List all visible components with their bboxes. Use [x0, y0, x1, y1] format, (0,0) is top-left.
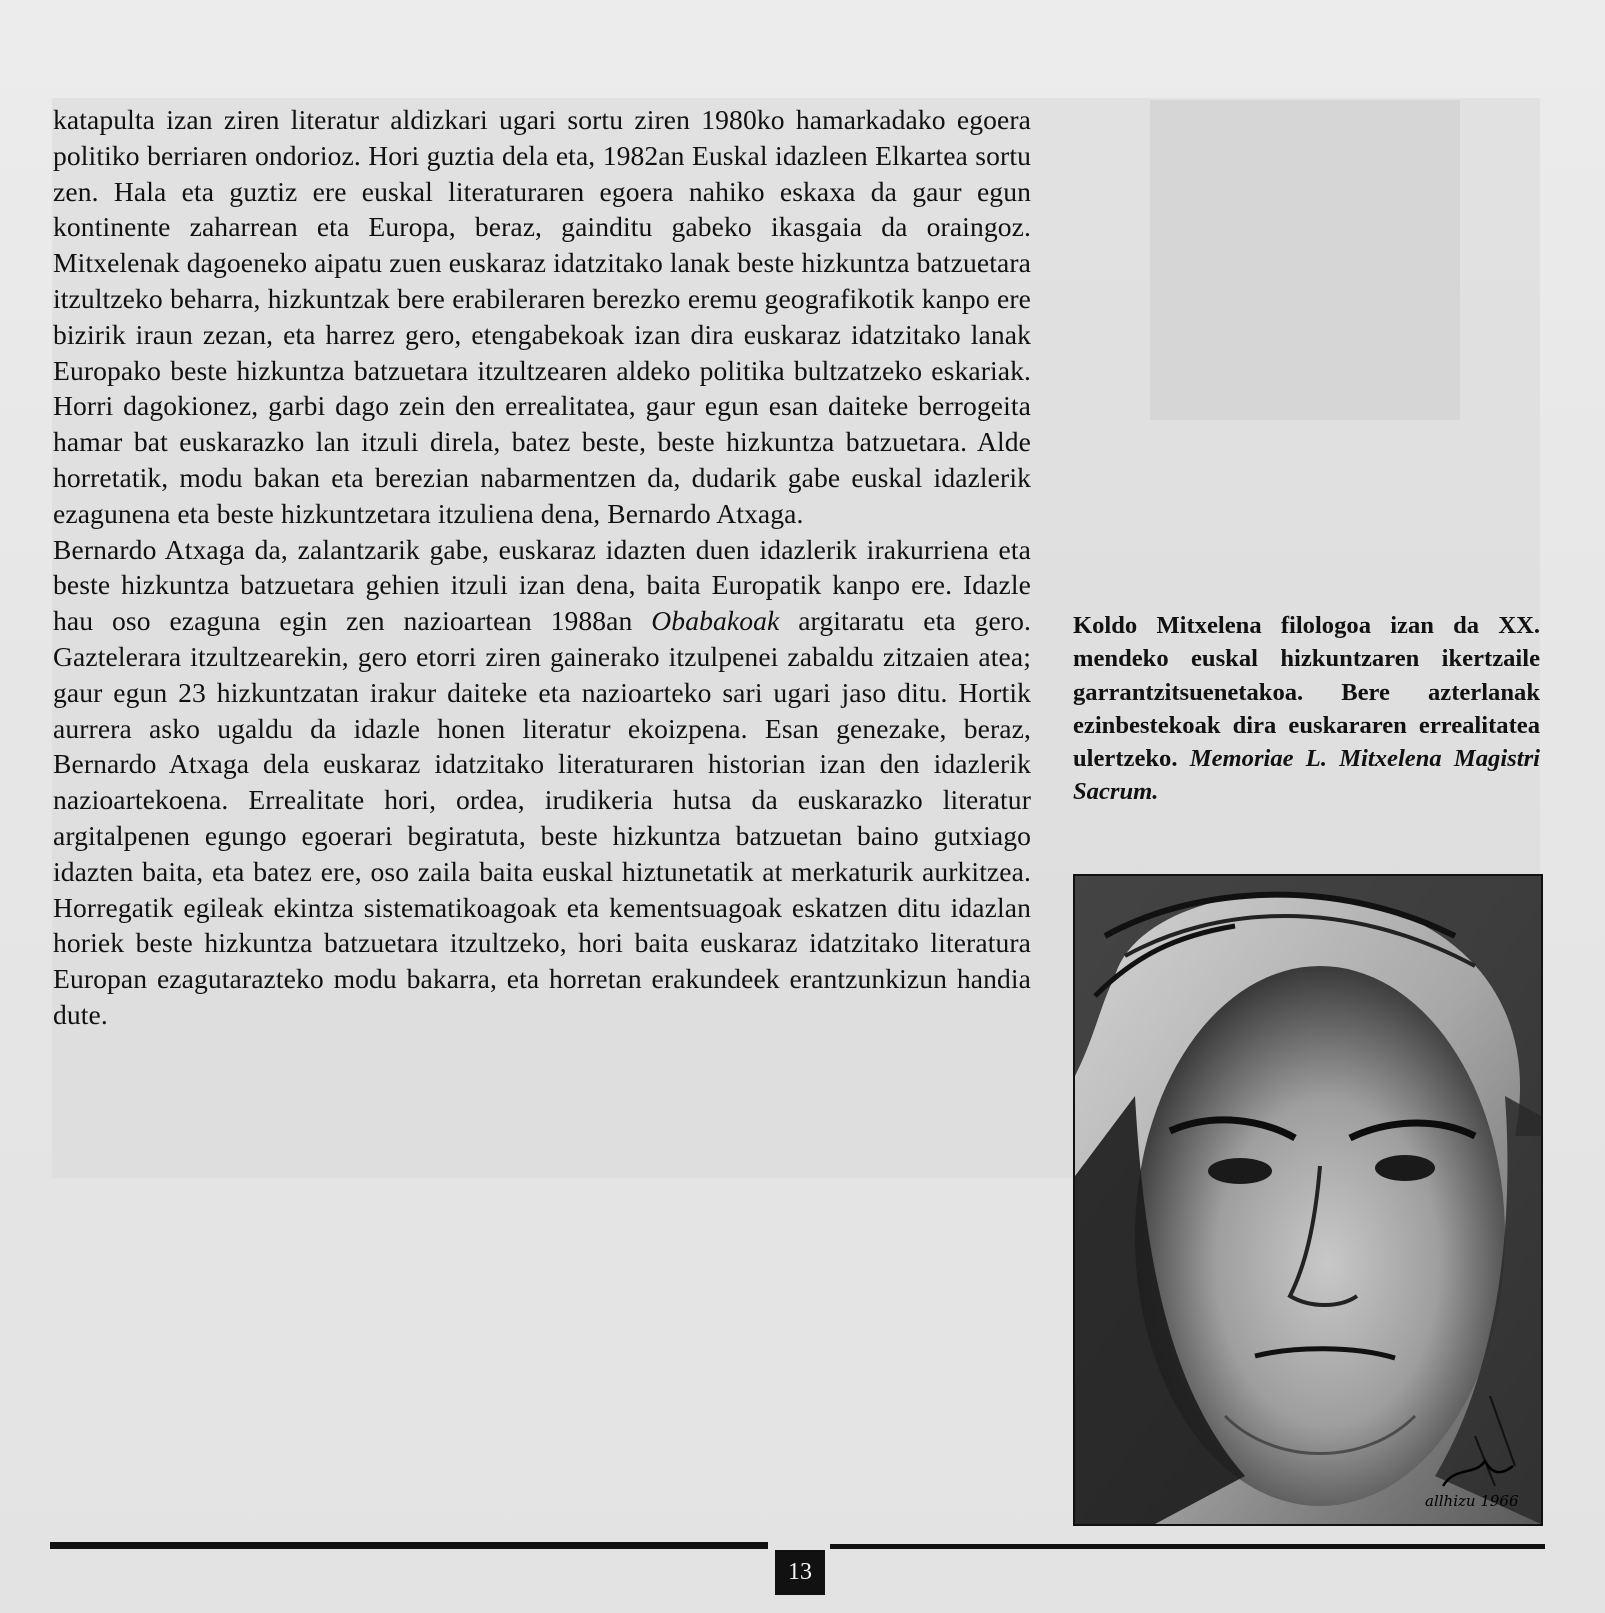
footer-rule-left	[50, 1542, 768, 1549]
signature-text: allhizu 1966	[1425, 1492, 1519, 1510]
portrait-drawing	[1075, 876, 1541, 1524]
footer-rule-right	[830, 1544, 1545, 1549]
paragraph-2	[53, 532, 1031, 1033]
page-number: 13	[775, 1550, 825, 1595]
book-title: Obabakoak	[651, 605, 780, 637]
paragraph-2-start: Bernardo Atxaga da, zalantzarik gabe, euskaraz idazten duen idazlerik irakurriena eta beste hizkuntza batzuetara gehien itzuli izan dena, baita Europatik kanpo ere. Idazle hau oso ezaguna egin zen nazioartean 1988an	[53, 533, 1031, 637]
portrait-image	[1073, 874, 1543, 1526]
background-panel-inner	[1150, 100, 1460, 420]
paragraph-1: katapulta izan ziren literatur aldizkari ugari sortu ziren 1980ko hamarkadako egoera politiko berriaren ondorioz. Hori guztia dela eta, 1982an Euskal idazleen Elkartea sortu zen. Hala eta guztiz ere euskal literaturaren egoera nahiko eskaxa da gaur egun kontinente zaharrean eta Europa, beraz, gainditu gabeko ikasgaia da oraingoz. Mitxelenak dagoeneko aipatu zuen euskaraz idatzitako lanak beste hizkuntza batzuetara itzultzeko beharra, hizkuntzak bere erabileraren berezko eremu geografikotik kanpo ere bizirik iraun zezan, eta harrez gero, etengabekoak izan dira euskaraz idatzitako lanak Europako beste hizkuntza batzuetara itzultzearen aldeko politika bultzatzeko eskariak. Horri dagokionez, garbi dago zein den errealitatea, gaur egun esan daiteke berrogeita hamar bat euskarazko lan itzuli direla, batez beste, beste hizkuntza batzuetara. Alde horretatik, modu bakan eta berezian nabarmentzen da, dudarik gabe euskal idazlerik ezagunena eta beste hizkuntzetara itzuliena dena, Bernardo Atxaga.	[53, 104, 1031, 529]
caption-dedication: Memoriae L. Mitxelena Magistri Sacrum.	[1073, 745, 1540, 806]
main-text-column	[53, 102, 1031, 1033]
portrait-caption	[1073, 609, 1540, 809]
paragraph-2-end: argitaratu eta gero. Gaztelerara itzultzearekin, gero etorri ziren gainerako itzulpenei zabaldu zitzaien atea; gaur egun 23 hizkuntzatan irakur daiteke eta nazioarteko sari ugari jaso ditu. Hortik aurrera asko ugaldu da idazle honen literatur ekoizpena. Esan genezake, beraz, Bernardo Atxaga dela euskaraz idatzitako literaturaren historian izan den idazlerik nazioartekoena. Errealitate hori, ordea, irudikeria hutsa da euskarazko literatur argitalpenen egungo egoerari begiratuta, beste hizkuntza batzuetan baino gutxiago idazten baita, eta batez ere, oso zaila baita euskal hiztunetatik at merkaturik aurkitzea. Horregatik egileak ekintza sistematikoagoak eta kementsuagoak eskatzen ditu idazlan horiek beste hizkuntza batzuetara itzultzeko, hori baita euskaraz idatzitako literatura Europan ezagutarazteko modu bakarra, eta horretan erakundeek erantzunkizun handia dute.	[53, 605, 1031, 1030]
caption-text: Koldo Mitxelena filologoa izan da XX. mendeko euskal hizkuntzaren ikertzaile garrantzitsuenetakoa. Bere azterlanak ezinbestekoak dira euskararen errealitatea ulertzeko.	[1073, 612, 1540, 773]
